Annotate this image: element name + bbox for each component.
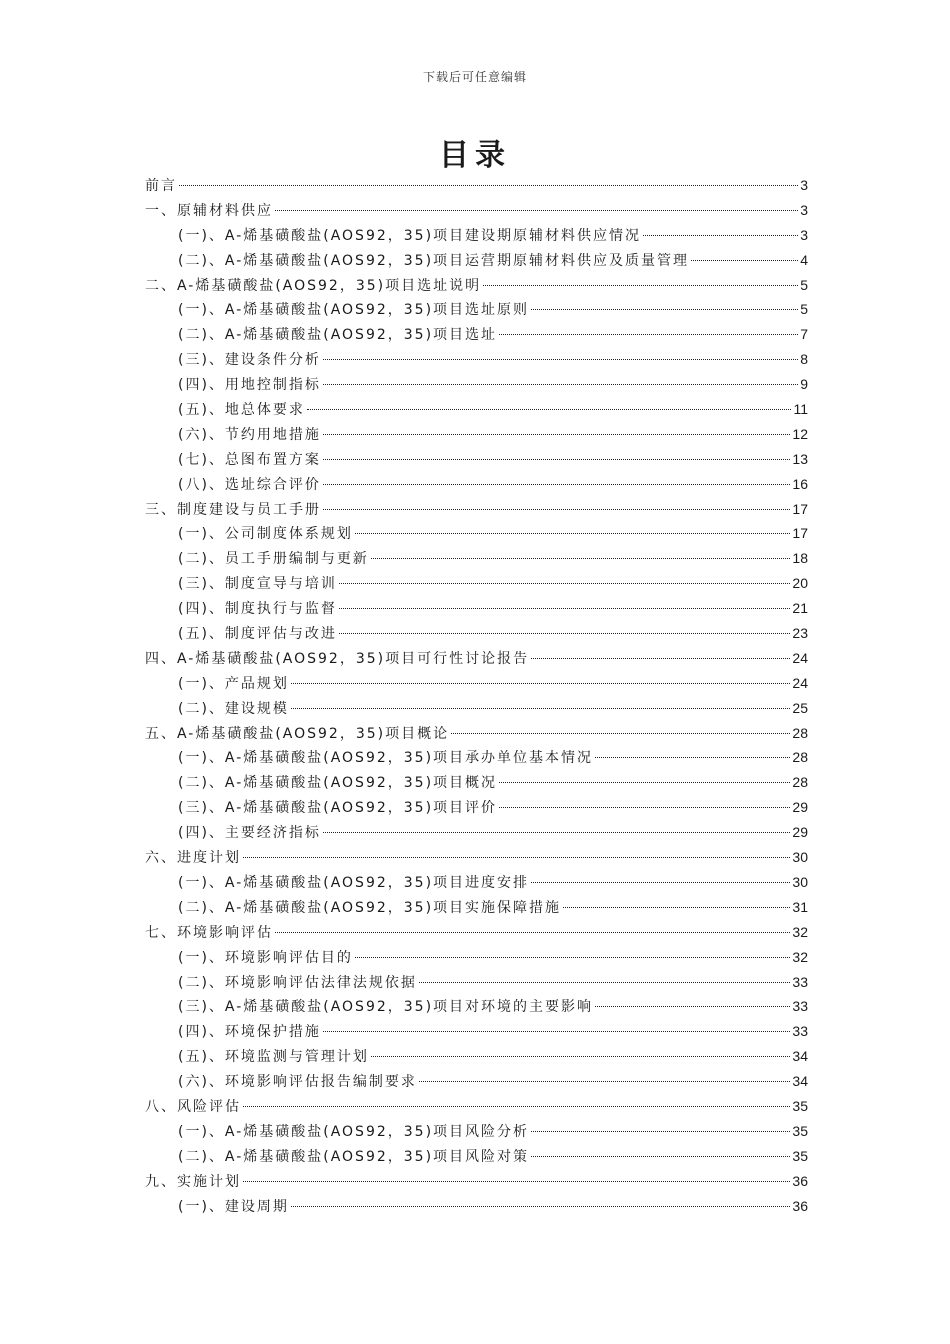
toc-entry-page-number: 11 [793, 401, 808, 418]
dot-leader [563, 907, 790, 908]
dot-leader [323, 384, 798, 385]
dot-leader [243, 857, 790, 858]
toc-entry-page-number: 8 [800, 351, 808, 368]
toc-entry[interactable] [145, 399, 808, 424]
toc-entry-label: (六)、环境影响评估报告编制要求 [178, 1074, 417, 1091]
toc-entry-label: 九、实施计划 [145, 1173, 241, 1190]
dot-leader [339, 633, 790, 634]
toc-entry[interactable] [145, 1121, 808, 1146]
toc-entry[interactable] [145, 474, 808, 499]
toc-entry-page-number: 30 [792, 849, 808, 866]
toc-entry-page-number: 34 [792, 1073, 808, 1090]
toc-entry[interactable] [145, 275, 808, 300]
toc-entry-label: (二)、A-烯基磺酸盐(AOS92，35)项目选址 [178, 327, 498, 344]
toc-entry[interactable] [145, 623, 808, 648]
toc-entry-label: (三)、制度宣导与培训 [178, 576, 337, 593]
dot-leader [483, 285, 798, 286]
toc-entry-label: (三)、建设条件分析 [178, 352, 321, 369]
toc-entry-page-number: 29 [792, 799, 808, 816]
toc-entry-label: (七)、总图布置方案 [178, 451, 321, 468]
dot-leader [419, 1081, 790, 1082]
dot-leader [323, 509, 790, 510]
toc-entry-label: 二、A-烯基磺酸盐(AOS92，35)项目选址说明 [145, 277, 482, 294]
dot-leader [595, 757, 790, 758]
toc-entry-label: (二)、A-烯基磺酸盐(AOS92，35)项目概况 [178, 775, 498, 792]
toc-entry[interactable] [145, 175, 808, 200]
toc-entry[interactable] [145, 797, 808, 822]
toc-entry-page-number: 17 [792, 525, 808, 542]
dot-leader [371, 1056, 790, 1057]
dot-leader [499, 807, 790, 808]
toc-entry[interactable] [145, 996, 808, 1021]
dot-leader [323, 484, 790, 485]
toc-entry[interactable] [145, 947, 808, 972]
dot-leader [419, 982, 790, 983]
toc-entry-page-number: 30 [792, 873, 808, 890]
toc-entry-page-number: 33 [792, 998, 808, 1015]
dot-leader [307, 409, 792, 410]
toc-entry-page-number: 9 [800, 376, 808, 393]
toc-entry-page-number: 25 [792, 699, 808, 716]
toc-entry-page-number: 29 [792, 824, 808, 841]
dot-leader [355, 533, 790, 534]
toc-entry-page-number: 4 [800, 251, 808, 268]
toc-entry-page-number: 24 [792, 674, 808, 691]
toc-entry[interactable] [145, 972, 808, 997]
toc-entry-label: (二)、A-烯基磺酸盐(AOS92，35)项目实施保障措施 [178, 899, 562, 916]
toc-entry-label: (一)、A-烯基磺酸盐(AOS92，35)项目承办单位基本情况 [178, 750, 594, 767]
toc-entry-label: 六、进度计划 [145, 850, 241, 867]
toc-entry-label: (三)、A-烯基磺酸盐(AOS92，35)项目对环境的主要影响 [178, 999, 594, 1016]
toc-entry-page-number: 28 [792, 749, 808, 766]
dot-leader [323, 832, 790, 833]
page-title: 目录 [439, 138, 511, 173]
toc-entry-label: (二)、员工手册编制与更新 [178, 551, 369, 568]
dot-leader [499, 782, 790, 783]
toc-entry-page-number: 28 [792, 774, 808, 791]
dot-leader [531, 1131, 790, 1132]
dot-leader [291, 683, 790, 684]
toc-entry-page-number: 20 [792, 575, 808, 592]
dot-leader [323, 1031, 790, 1032]
toc-entry[interactable] [145, 573, 808, 598]
toc-entry-page-number: 17 [792, 500, 808, 517]
toc-entry[interactable] [145, 349, 808, 374]
dot-leader [179, 185, 798, 186]
toc-entry[interactable] [145, 1071, 808, 1096]
dot-leader [291, 1206, 790, 1207]
toc-entry-label: (四)、制度执行与监督 [178, 601, 337, 618]
dot-leader [595, 1006, 790, 1007]
toc-entry-label: 三、制度建设与员工手册 [145, 501, 321, 518]
toc-entry[interactable] [145, 598, 808, 623]
toc-entry-label: (一)、公司制度体系规划 [178, 526, 353, 543]
toc-entry-label: (一)、A-烯基磺酸盐(AOS92，35)项目进度安排 [178, 874, 530, 891]
toc-entry-page-number: 28 [792, 724, 808, 741]
toc-entry[interactable] [145, 299, 808, 324]
toc-entry-page-number: 32 [792, 923, 808, 940]
dot-leader [451, 733, 790, 734]
toc-entry[interactable] [145, 424, 808, 449]
toc-entry-page-number: 36 [792, 1172, 808, 1189]
dot-leader [371, 558, 790, 559]
dot-leader [339, 583, 790, 584]
toc-entry-page-number: 23 [792, 625, 808, 642]
toc-entry[interactable] [145, 374, 808, 399]
toc-entry-page-number: 33 [792, 1023, 808, 1040]
toc-entry-page-number: 18 [792, 550, 808, 567]
dot-leader [531, 309, 798, 310]
toc-entry[interactable] [145, 673, 808, 698]
toc-entry[interactable] [145, 1146, 808, 1171]
toc-entry-page-number: 3 [800, 226, 808, 243]
toc-entry-page-number: 36 [792, 1197, 808, 1214]
toc-entry-page-number: 21 [792, 600, 808, 617]
toc-entry[interactable] [145, 449, 808, 474]
toc-entry-label: (三)、A-烯基磺酸盐(AOS92，35)项目评价 [178, 800, 498, 817]
dot-leader [499, 334, 798, 335]
toc-entry-page-number: 3 [800, 177, 808, 193]
toc-entry[interactable] [145, 847, 808, 872]
toc-entry-label: (二)、A-烯基磺酸盐(AOS92，35)项目风险对策 [178, 1148, 530, 1165]
toc-entry-label: (四)、用地控制指标 [178, 377, 321, 394]
dot-leader [243, 1106, 790, 1107]
toc-entry[interactable] [145, 922, 808, 947]
toc-entry-label: (二)、A-烯基磺酸盐(AOS92，35)项目运营期原辅材料供应及质量管理 [178, 252, 690, 269]
toc-entry-page-number: 13 [792, 450, 808, 467]
toc-entry-label: (五)、环境监测与管理计划 [178, 1049, 369, 1066]
toc-entry-label: (二)、环境影响评估法律法规依据 [178, 974, 417, 991]
toc-entry-label: 五、A-烯基磺酸盐(AOS92，35)项目概论 [145, 725, 450, 742]
toc-entry[interactable] [145, 698, 808, 723]
toc-entry[interactable] [145, 747, 808, 772]
toc-entry-page-number: 35 [792, 1122, 808, 1139]
toc-entry-label: 八、风险评估 [145, 1098, 241, 1115]
toc-entry[interactable] [145, 499, 808, 524]
toc-entry-label: (五)、制度评估与改进 [178, 626, 337, 643]
dot-leader [691, 260, 798, 261]
toc-entry[interactable] [145, 1171, 808, 1196]
toc-entry-page-number: 33 [792, 973, 808, 990]
toc-entry-page-number: 35 [792, 1097, 808, 1114]
toc-entry[interactable] [145, 822, 808, 847]
dot-leader [531, 882, 790, 883]
header-note: 下载后可任意编辑 [422, 70, 527, 84]
toc-entry[interactable] [145, 200, 808, 225]
toc-entry-label: 前言 [145, 178, 177, 194]
toc-entry-page-number: 16 [792, 475, 808, 492]
toc-entry[interactable] [145, 1096, 808, 1121]
dot-leader [531, 658, 790, 659]
toc-entry[interactable] [145, 772, 808, 797]
dot-leader [291, 708, 790, 709]
toc-entry-label: (一)、建设周期 [178, 1198, 289, 1215]
toc-entry-label: (六)、节约用地措施 [178, 426, 321, 443]
dot-leader [355, 957, 790, 958]
toc-entry-page-number: 12 [792, 425, 808, 442]
toc-entry-page-number: 24 [792, 649, 808, 666]
toc-entry[interactable] [145, 548, 808, 573]
toc-entry-label: 四、A-烯基磺酸盐(AOS92，35)项目可行性讨论报告 [145, 650, 530, 667]
toc-entry[interactable] [145, 897, 808, 922]
toc-entry-page-number: 32 [792, 948, 808, 965]
dot-leader [323, 359, 798, 360]
toc-entry-page-number: 34 [792, 1048, 808, 1065]
toc-entry[interactable] [145, 872, 808, 897]
dot-leader [339, 608, 790, 609]
toc-entry-label: (一)、产品规划 [178, 675, 289, 692]
dot-leader [643, 235, 798, 236]
table-of-contents [145, 175, 808, 1220]
toc-entry-page-number: 5 [800, 276, 808, 293]
toc-entry[interactable] [145, 723, 808, 748]
toc-entry[interactable] [145, 1046, 808, 1071]
toc-entry-label: (四)、环境保护措施 [178, 1024, 321, 1041]
toc-entry[interactable] [145, 324, 808, 349]
toc-entry[interactable] [145, 250, 808, 275]
toc-entry-label: (一)、A-烯基磺酸盐(AOS92，35)项目选址原则 [178, 302, 530, 319]
toc-entry-page-number: 3 [800, 201, 808, 218]
toc-entry-label: 一、原辅材料供应 [145, 202, 273, 219]
toc-entry-page-number: 5 [800, 301, 808, 318]
toc-entry-label: 七、环境影响评估 [145, 924, 273, 941]
toc-entry-label: (二)、建设规模 [178, 700, 289, 717]
toc-entry[interactable] [145, 225, 808, 250]
toc-entry-page-number: 7 [800, 326, 808, 343]
toc-entry-label: (一)、环境影响评估目的 [178, 949, 353, 966]
toc-entry[interactable] [145, 1196, 808, 1221]
toc-entry-label: (一)、A-烯基磺酸盐(AOS92，35)项目风险分析 [178, 1123, 530, 1140]
toc-entry[interactable] [145, 1021, 808, 1046]
toc-entry-label: (四)、主要经济指标 [178, 825, 321, 842]
dot-leader [531, 1156, 790, 1157]
dot-leader [323, 459, 790, 460]
toc-entry-page-number: 35 [792, 1147, 808, 1164]
dot-leader [323, 434, 790, 435]
toc-entry[interactable] [145, 648, 808, 673]
toc-entry-page-number: 31 [792, 898, 808, 915]
toc-entry-label: (五)、地总体要求 [178, 402, 305, 419]
dot-leader [275, 932, 790, 933]
toc-entry[interactable] [145, 523, 808, 548]
toc-entry-label: (一)、A-烯基磺酸盐(AOS92，35)项目建设期原辅材料供应情况 [178, 227, 642, 244]
toc-entry-label: (八)、选址综合评价 [178, 476, 321, 493]
dot-leader [243, 1181, 790, 1182]
dot-leader [275, 210, 798, 211]
